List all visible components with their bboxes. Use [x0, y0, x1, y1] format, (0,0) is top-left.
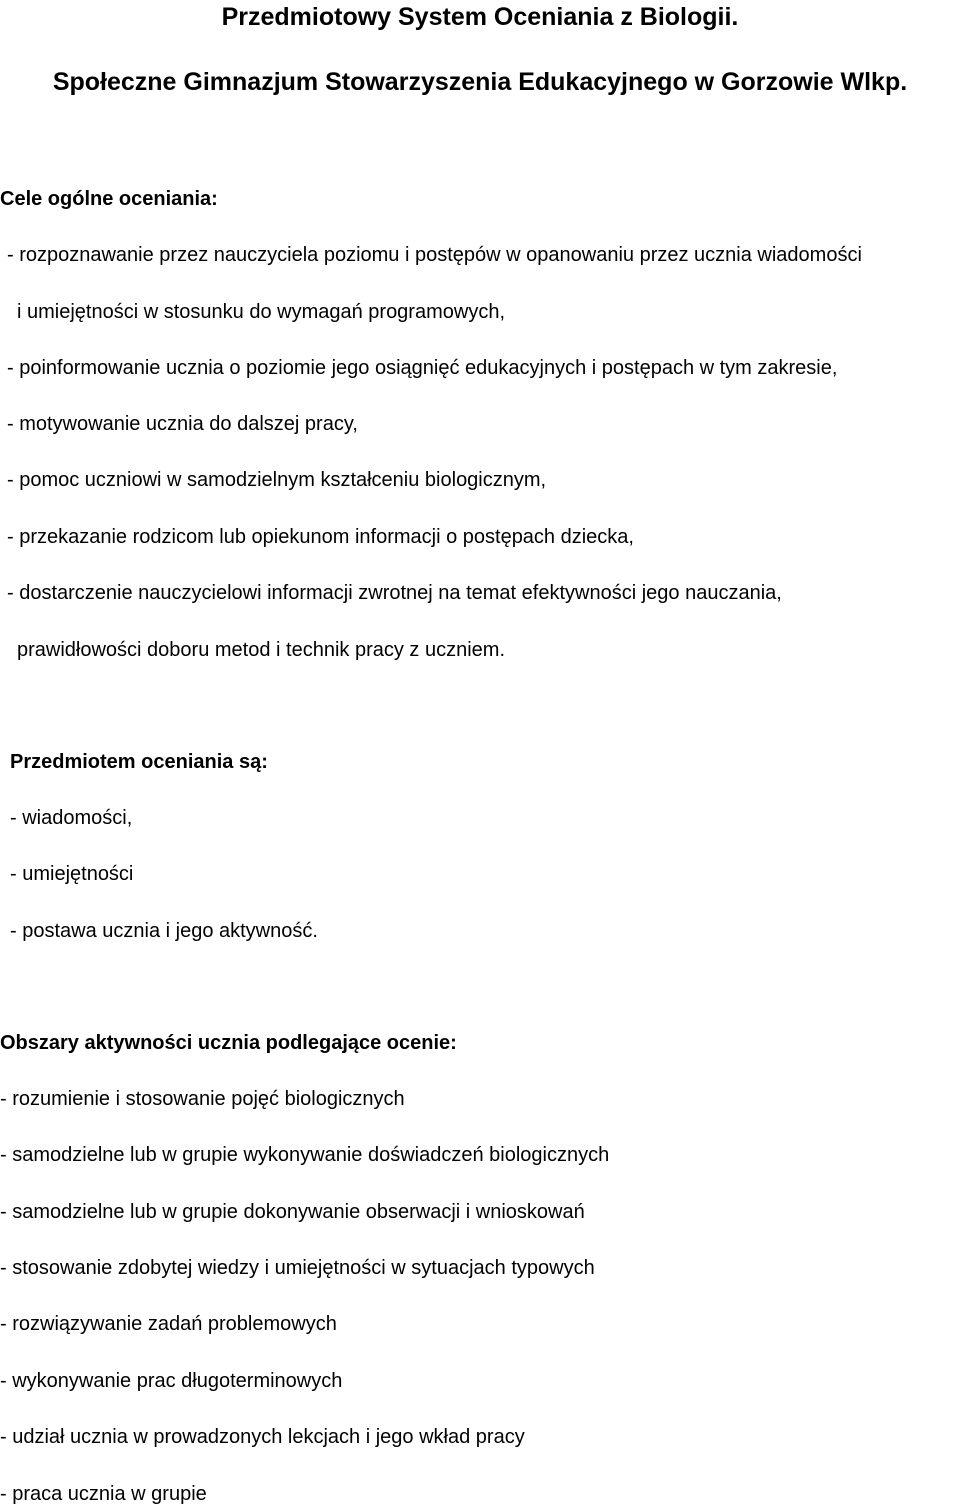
areas-line: - stosowanie zdobytej wiedzy i umiejętności w sytuacjach typowych — [0, 1257, 595, 1279]
goals-line: i umiejętności w stosunku do wymagań programowych, — [17, 301, 505, 323]
areas-line: - udział ucznia w prowadzonych lekcjach i jego wkład pracy — [0, 1426, 525, 1448]
areas-heading: Obszary aktywności ucznia podlegające ocenie: — [0, 1032, 457, 1054]
goals-line: - dostarczenie nauczycielowi informacji zwrotnej na temat efektywności jego nauczania, — [7, 582, 782, 604]
areas-line: - samodzielne lub w grupie dokonywanie obserwacji i wnioskowań — [0, 1201, 585, 1223]
goals-line: - rozpoznawanie przez nauczyciela poziomu i postępów w opanowaniu przez ucznia wiadomości — [7, 244, 862, 266]
areas-line: - wykonywanie prac długoterminowych — [0, 1370, 343, 1392]
subject-line: - wiadomości, — [10, 807, 133, 829]
areas-line: - samodzielne lub w grupie wykonywanie doświadczeń biologicznych — [0, 1144, 610, 1166]
areas-line: - rozumienie i stosowanie pojęć biologicznych — [0, 1088, 405, 1110]
areas-line: - rozwiązywanie zadań problemowych — [0, 1313, 337, 1335]
goals-line: prawidłowości doboru metod i technik pracy z uczniem. — [17, 639, 505, 661]
goals-line: - poinformowanie ucznia o poziomie jego osiągnięć edukacyjnych i postępach w tym zakresie, — [7, 357, 838, 379]
subject-line: - postawa ucznia i jego aktywność. — [10, 920, 318, 942]
school-name: Społeczne Gimnazjum Stowarzyszenia Edukacyjnego w Gorzowie Wlkp. — [52, 68, 908, 96]
subject-line: - umiejętności — [10, 863, 134, 885]
goals-line: - pomoc uczniowi w samodzielnym kształceniu biologicznym, — [7, 469, 547, 491]
subject-heading: Przedmiotem oceniania są: — [10, 751, 268, 773]
areas-line: - praca ucznia w grupie — [0, 1483, 207, 1505]
goals-line: - motywowanie ucznia do dalszej pracy, — [7, 413, 358, 435]
document-title: Przedmiotowy System Oceniania z Biologii. — [221, 3, 739, 31]
goals-line: - przekazanie rodzicom lub opiekunom informacji o postępach dziecka, — [7, 526, 634, 548]
goals-heading: Cele ogólne oceniania: — [0, 188, 218, 210]
